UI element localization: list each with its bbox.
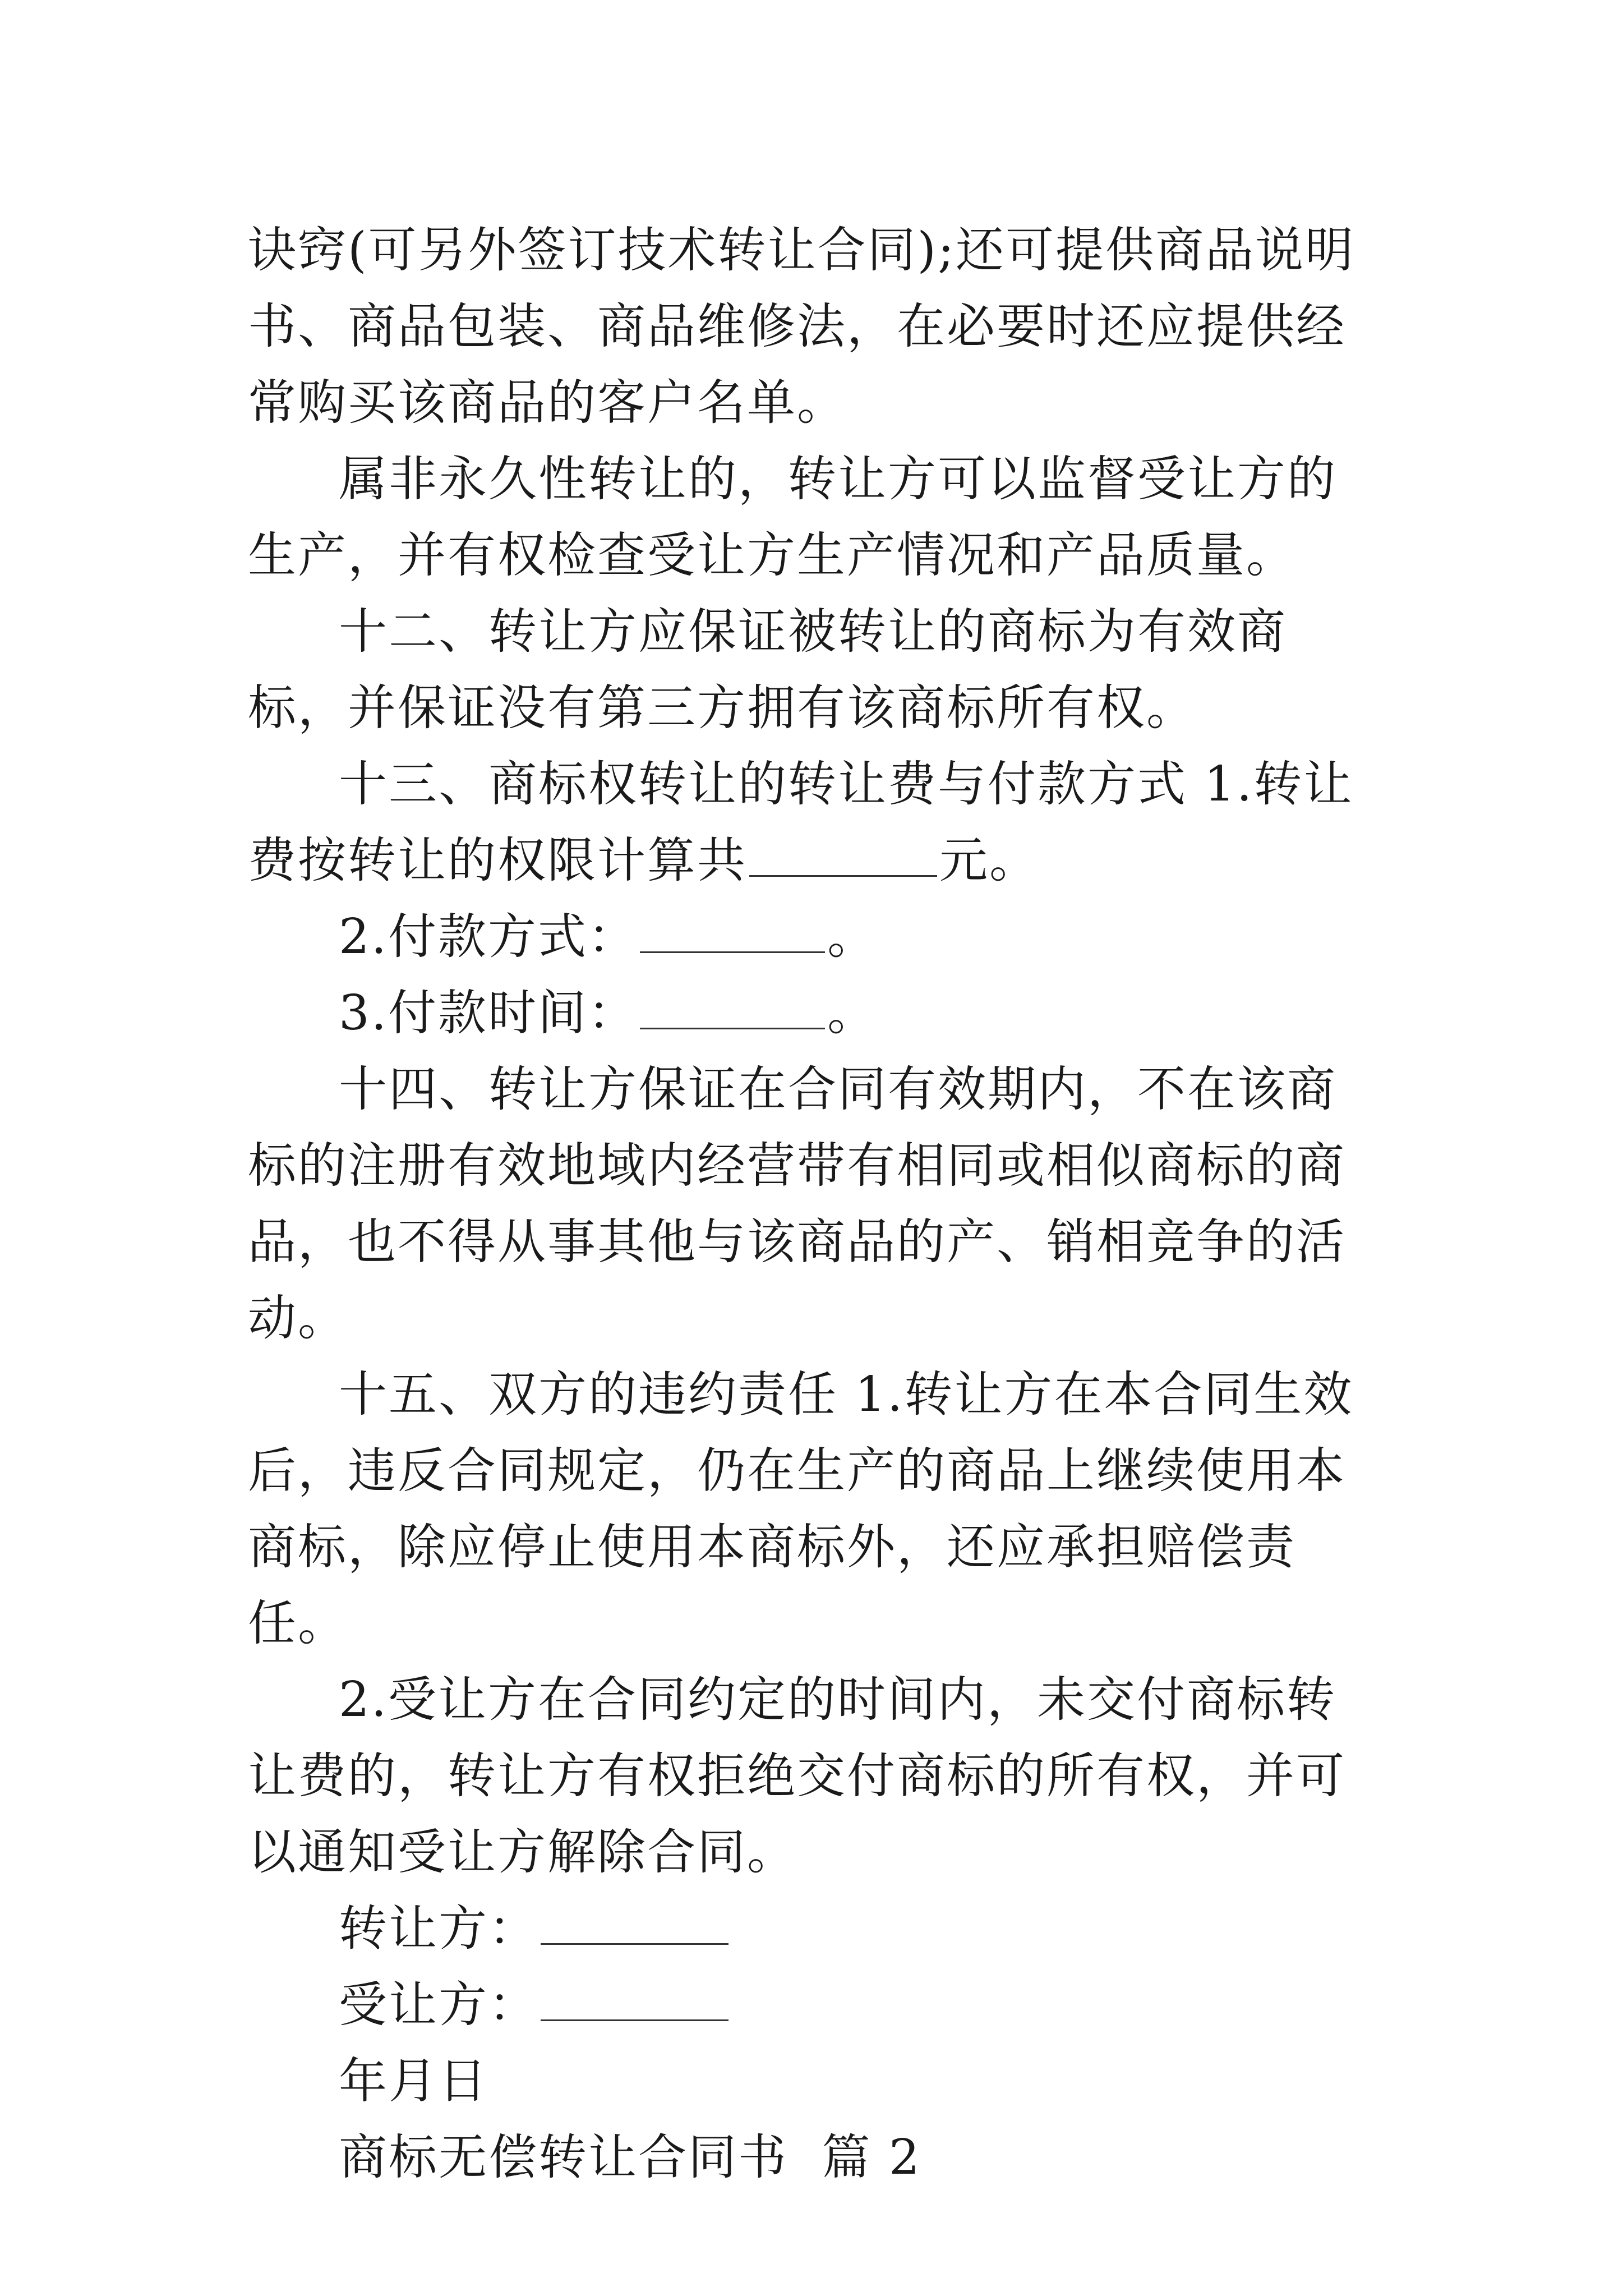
clause-13 — [248, 746, 1375, 899]
date-line: 年月日 — [339, 2053, 488, 2109]
document-body — [248, 212, 1375, 2196]
payment-time-line — [248, 975, 1375, 1051]
clause-13-lead: 十三、商标权转让的转让费与付款方式 1.转让费按转让的权限计算共 — [248, 756, 1354, 889]
paragraph-continuation: 诀窍(可另外签订技术转让合同);还可提供商品说明书、商品包装、商品维修法，在必要时还应提供经常购买该商品的客户名单。 — [248, 222, 1355, 431]
clause-15-item-2: 2.受让方在合同约定的时间内，未交付商标转让费的，转让方有权拒绝交付商标的所有权，并可以通知受让方解除合同。 — [248, 1672, 1346, 1880]
transferor-label: 转让方： — [339, 1901, 538, 1957]
transferor-signature-line — [248, 1890, 1375, 1967]
clause-12: 十二、转让方应保证被转让的商标为有效商标，并保证没有第三方拥有该商标所有权。 — [248, 604, 1287, 736]
payment-method-blank — [640, 915, 825, 953]
payment-time-tail: 。 — [827, 985, 878, 1041]
transferor-blank — [541, 1907, 728, 1945]
clause-15: 十五、双方的违约责任 1.转让方在本合同生效后，违反合同规定，仍在生产的商品上继续使用本商标，除应停止使用本商标外，还应承担赔偿责任。 — [248, 1366, 1354, 1651]
payment-time-label: 3.付款时间： — [339, 985, 638, 1041]
transferee-blank — [541, 1984, 728, 2021]
fee-amount-blank — [749, 839, 937, 877]
transferee-label: 受让方： — [339, 1977, 538, 2033]
payment-method-line — [248, 899, 1375, 975]
paragraph-supervision: 属非永久性转让的，转让方可以监督受让方的生产，并有权检查受让方生产情况和产品质量。 — [248, 451, 1337, 583]
payment-method-tail: 。 — [827, 909, 878, 965]
payment-time-blank — [640, 992, 825, 1029]
payment-method-label: 2.付款方式： — [339, 909, 638, 965]
clause-14: 十四、转让方保证在合同有效期内，不在该商标的注册有效地域内经营带有相同或相似商标的商品，也不得从事其他与该商品的产、销相竞争的活动。 — [248, 1061, 1346, 1346]
clause-13-tail: 元。 — [939, 832, 1039, 889]
transferee-signature-line — [248, 1967, 1375, 2043]
next-section-title: 商标无偿转让合同书 篇 2 — [339, 2129, 921, 2185]
